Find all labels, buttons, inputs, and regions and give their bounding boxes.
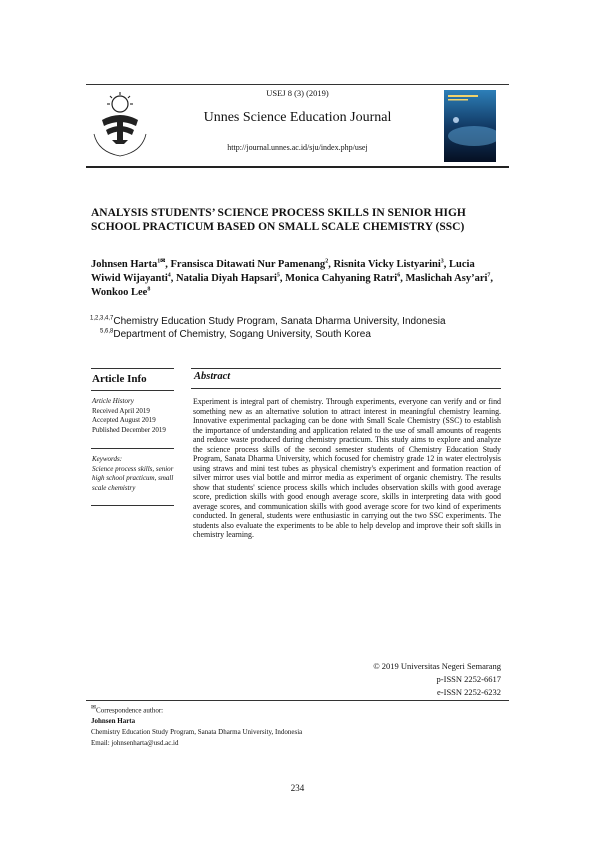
author-name: Natalia Diyah Hapsari bbox=[175, 273, 277, 284]
author-name: Fransisca Ditawati Nur Pamenang bbox=[170, 259, 326, 270]
received-date: Received April 2019 bbox=[92, 406, 150, 415]
affiliation-1: $^{1,2,3,4,7}$Chemistry Education Study Program, Sanata Dharma University, Indonesia bbox=[90, 315, 446, 327]
correspondence-email: Email: johnsenharta@usd.ac.id bbox=[91, 739, 179, 748]
electronic-issn: e-ISSN 2252-6232 bbox=[437, 687, 501, 697]
author-name: Maslichah Asy’ari bbox=[405, 273, 488, 284]
article-history bbox=[92, 397, 182, 435]
article-info-heading: Article Info bbox=[92, 373, 147, 385]
affiliation-2: $^{5,6,8}$Department of Chemistry, Sogang University, South Korea bbox=[100, 328, 371, 340]
author-name: Lucia Wiwid Wijayanti bbox=[91, 259, 475, 284]
page-number: 234 bbox=[290, 783, 305, 793]
abstract-heading: Abstract bbox=[194, 371, 231, 382]
author-name: Risnita Vicky Listyarini bbox=[333, 259, 441, 270]
journal-volume: USEJ 8 (3) (2019) bbox=[266, 88, 329, 98]
published-date: Published December 2019 bbox=[92, 425, 166, 434]
author-name: Wonkoo Lee bbox=[91, 287, 148, 298]
copyright-line: © 2019 Universitas Negeri Semarang bbox=[373, 661, 501, 671]
journal-title: Unnes Science Education Journal bbox=[203, 110, 392, 125]
author-name: Monica Cahyaning Ratri bbox=[285, 273, 398, 284]
correspondence-label: Correspondence author: bbox=[96, 706, 164, 715]
correspondence-footnote bbox=[91, 703, 491, 749]
envelope-icon: ✉ bbox=[91, 705, 97, 711]
article-title: ANALYSIS STUDENTS’ SCIENCE PROCESS SKILLS IN SENIOR HIGH SCHOOL PRACTICUM BASED ON SMALL SCALE CHEMISTRY (SSC) bbox=[91, 207, 466, 233]
keywords-block bbox=[92, 455, 182, 493]
accepted-date: Accepted August 2019 bbox=[92, 416, 156, 424]
correspondence-name: Johnsen Harta bbox=[91, 717, 136, 726]
journal-cover-image bbox=[444, 90, 496, 162]
journal-url[interactable]: http://journal.unnes.ac.id/sju/index.php/usej bbox=[227, 143, 368, 152]
author-name: Johnsen Harta bbox=[91, 259, 158, 270]
author-list: Johnsen Harta$^{1✉}$, Fransisca Ditawati Nur Pamenang$^2$, Risnita Vicky Listyarini$^3$, Lucia Wiwid Wijayanti$^4$, Natalia Diyah Hapsari$^5$, Monica Cahyaning Ratri$^6$, Maslichah Asy’ari$^7$, Wonkoo Lee$^8$ bbox=[91, 258, 494, 298]
keywords-label: Keywords: bbox=[92, 455, 123, 463]
print-issn: p-ISSN 2252-6617 bbox=[436, 674, 501, 684]
abstract-text: Experiment is integral part of chemistry. Through experiments, everyone can verify and or find something new as an alternative solution to attract interest in meaningful chemistry learning. Innovative experimental packaging can be done with Small Scale Chemistry (SSC) to establish the importance of understanding and application related to the use of small amounts of reagents and reduce waste produced during chemistry practicum. This study aims to explore and analyze the science process skills of the second semester students of Chemistry Education Study Program, Sanata Dharma University, which focused for chemistry grade 12 in water electrolysis using straws and mini test tubes as physical chemistry's experiment and formation reaction of silver mirror uses vial bottle and mirror media as experiment of organic chemistry. The results show that students' science process skills which includes observation skills with good average score, prediction skills with good enough average score, skills in interpreting data with good average scores, and communication skills with good average score for two kind of experiments conducted. In general, students were enthusiastic in carrying out the two SSC experiments. The students also evaluate the experiments to be able to help develop and improve their soft skills in chemistry learning. bbox=[193, 397, 501, 539]
article-history-label: Article History bbox=[92, 397, 134, 405]
keywords-text: Science process skills, senior high school practicum, small scale chemistry bbox=[92, 464, 174, 492]
correspondence-affiliation: Chemistry Education Study Program, Sanata Dharma University, Indonesia bbox=[91, 728, 303, 737]
